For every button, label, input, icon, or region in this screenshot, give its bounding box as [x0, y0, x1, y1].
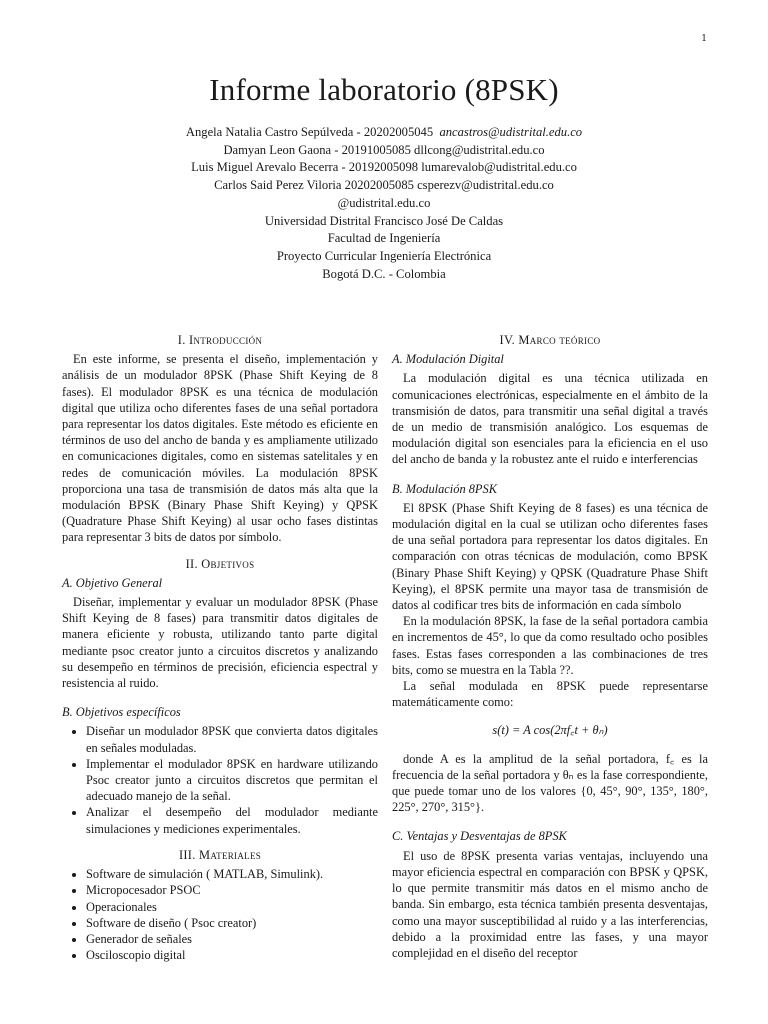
equation: s(t) = A cos(2πf꜀t + θₙ)	[492, 723, 608, 738]
list-item: • Osciloscopio digital	[86, 947, 378, 963]
affiliation-university: Universidad Distrital Francisco José De Caldas	[264, 213, 504, 228]
list-item: • Software de diseño ( Psoc creator)	[86, 915, 378, 931]
subsection-heading: A. Modulación Digital	[392, 352, 504, 367]
section-heading: II. Objetivos	[185, 556, 255, 571]
paragraph: donde A es la amplitud de la señal portadora, f꜀ es la frecuencia de la señal portadora y θₙ es la fase correspondiente, que puede tomar uno de los valores {0, 45°, 90°, 135°, 180°, 225°, 270°, 315°}.	[392, 751, 708, 815]
author-line: Carlos Said Perez Viloria 20202005085 csperezv@udistrital.edu.co	[214, 178, 554, 193]
subsection-heading: B. Modulación 8PSK	[392, 481, 497, 496]
author-block	[0, 124, 768, 283]
list-item: • Implementar el modulador 8PSK en hardware utilizando Psoc creator junto a circuitos discretos que permitan el adecuado manejo de la señal.	[86, 756, 378, 805]
paragraph: En la modulación 8PSK, la fase de la señal portadora cambia en incrementos de 45°, lo que da como resultado ocho posibles fases. Estas fases corresponden a las combinaciones de tres bits, como se muestra en la Tabla ??.	[392, 614, 708, 677]
list-item: • Operacionales	[86, 899, 378, 915]
author-line: Luis Miguel Arevalo Becerra - 20192005098 lumarevalob@udistrital.edu.co	[191, 160, 577, 175]
author-email: ancastros@udistrital.edu.co	[439, 125, 583, 139]
objectives-list	[62, 723, 378, 836]
materials-list	[62, 866, 378, 963]
author-line: @udistrital.edu.co	[337, 195, 431, 210]
paragraph: El 8PSK (Phase Shift Keying de 8 fases) es una técnica de modulación digital en la cual se utilizan ocho diferentes fases de una señal portadora para representar los datos digitales. En comparación con otras técnicas de modulación, como BPSK (Binary Phase Shift Keying) y QPSK (Quadrature Phase Shift Keying), el 8PSK permite una mayor tasa de transmisión de datos al codificar tres bits de información en cada símbolo	[392, 500, 708, 613]
right-column	[392, 332, 708, 961]
author-line: Damyan Leon Gaona - 20191005085 dllcong@udistrital.edu.co	[223, 142, 545, 157]
affiliation-city: Bogotá D.C. - Colombia	[322, 266, 446, 281]
paper-title: Informe laboratorio (8PSK)	[209, 72, 559, 107]
subsection-heading: C. Ventajas y Desventajas de 8PSK	[392, 829, 567, 844]
author-line: Angela Natalia Castro Sepúlveda - 20202005045 ancastros@udistrital.edu.co	[185, 125, 583, 139]
paragraph: Diseñar, implementar y evaluar un modulador 8PSK (Phase Shift Keying de 8 fases) para transmitir datos digitales de manera eficiente y robusta, utilizando tanto parte digital mediante psoc creator junto a circuitos discretos y analizando su desempeño en términos de precisión, eficiencia espectral y resistencia al ruido.	[62, 595, 378, 691]
list-item: • Analizar el desempeño del modulador mediante simulaciones y mediciones experimentales.	[86, 804, 378, 836]
paragraph: El uso de 8PSK presenta varias ventajas, incluyendo una mayor eficiencia espectral en comparación con BPSK y QPSK, lo que permite transmitir más datos en el mismo ancho de banda. Sin embargo, esta técnica también presenta desventajas, como una mayor susceptibilidad al ruido y a las interferencias, debido a la proximidad entre las fases, y una mayor complejidad en el diseño del receptor	[392, 848, 708, 960]
list-item: • Micropocesador PSOC	[86, 882, 378, 898]
affiliation-program: Proyecto Curricular Ingeniería Electrónica	[276, 248, 492, 263]
section-heading: IV. Marco teórico	[499, 333, 601, 347]
left-column	[62, 332, 378, 963]
paragraph: En este informe, se presenta el diseño, implementación y análisis de un modulador 8PSK (Phase Shift Keying de 8 fases). El modulador 8PSK es una técnica de modulación digital que utiliza ocho diferentes fases de una señal portadora para representar los datos digitales. Este método es eficiente en términos de uso del ancho de banda y es ampliamente utilizado en comunicaciones digitales, como en sistemas satelitales y en redes de comunicación móviles. La modulación 8PSK proporciona una tasa de transmisión de datos más alta que la modulación BPSK (Binary Phase Shift Keying) y QPSK (Quadrature Phase Shift Keying) al usar ocho fases distintas para representar 3 bits de datos por símbolo.	[62, 352, 378, 545]
section-heading: III. Materiales	[178, 847, 262, 862]
affiliation-faculty: Facultad de Ingeniería	[327, 231, 441, 246]
subsection-heading: B. Objetivos específicos	[62, 705, 181, 720]
page-number: 1	[701, 34, 707, 44]
section-heading: I. Introducción	[177, 333, 263, 347]
list-item: • Generador de señales	[86, 931, 378, 947]
paragraph: La modulación digital es una técnica utilizada en comunicaciones electrónicas, especialmente en el ámbito de la transmisión de datos, para transmitir una señal digital a través de un medio de transmisión analógico. Los esquemas de modulación digital son esenciales para la eficiencia en el uso del ancho de banda y la robustez ante el ruido e interferencias	[392, 371, 708, 467]
list-item: • Software de simulación ( MATLAB, Simulink).	[86, 866, 378, 882]
paragraph: La señal modulada en 8PSK puede representarse matemáticamente como:	[392, 679, 708, 710]
list-item: • Diseñar un modulador 8PSK que convierta datos digitales en señales moduladas.	[86, 723, 378, 755]
subsection-heading: A. Objetivo General	[62, 575, 163, 590]
